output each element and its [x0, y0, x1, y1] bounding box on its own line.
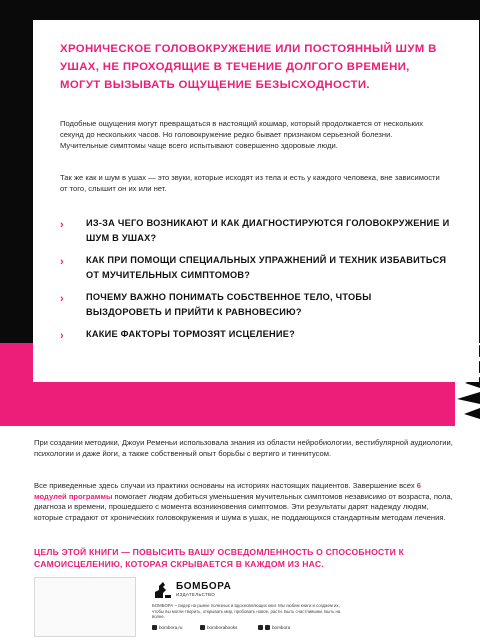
instagram-icon	[200, 625, 205, 630]
chevron-right-icon: ›	[60, 330, 64, 342]
results-text-start: Все приведенные здесь случаи из практики основаны на историях настоящих пациентов. Завершение всех	[34, 481, 417, 490]
publisher-logo	[152, 579, 272, 601]
list-item	[60, 216, 450, 246]
publisher-subtitle: ИЗДАТЕЛЬСТВО	[176, 592, 216, 597]
list-item	[60, 290, 450, 320]
chevron-right-icon: ›	[60, 293, 64, 305]
results-text-end: помогает людям добиться уменьшения мучительных симптомов независимо от возраста, пола, диагноза и времени, прошедшего с момента возникновения симптомов. Эти результаты дарят надежду людям, которые страдают от хронических головокружения и шума в ушах, не поддающихся стандартным методам лечения.	[34, 491, 453, 522]
barcode-placeholder	[34, 577, 136, 637]
website-link[interactable]	[152, 625, 183, 630]
website-link-text: bombora.ru	[159, 625, 183, 630]
method-paragraph: При создании методики, Джоуи Ременьи использовала знания из области нейробиологии, вестибулярной аудиологии, психологии и даже йоги, а также собственный опыт борьбы с вертиго и тиннитусом.	[34, 438, 453, 458]
tinnitus-paragraph: Так же как и шум в ушах — это звуки, которые исходят из тела и есть у каждого человека, вне зависимости от того, слышит он их или нет.	[60, 173, 440, 193]
results-paragraph	[34, 481, 454, 523]
social-link[interactable]	[200, 625, 237, 630]
chevron-right-icon: ›	[60, 219, 64, 231]
list-item	[60, 327, 450, 342]
intro-paragraph: Подобные ощущения могут превращаться в настоящий кошмар, который продолжается от нескольких секунд до нескольких часов. Но головокружение редко бывает признаком серьезной болезни. Мучительные симптомы чаще всего испытывают совершенно здоровые люди.	[60, 119, 424, 150]
telegram-icon	[265, 625, 270, 630]
question-text: ПОЧЕМУ ВАЖНО ПОНИМАТЬ СОБСТВЕННОЕ ТЕЛО, ЧТОБЫ ВЫЗДОРОВЕТЬ И ПРИЙТИ К РАВНОВЕСИЮ?	[86, 292, 372, 317]
question-text: КАКИЕ ФАКТОРЫ ТОРМОЗЯТ ИСЦЕЛЕНИЕ?	[86, 329, 295, 339]
social-link-text: bomborabooks	[207, 625, 238, 630]
chevron-right-icon: ›	[60, 256, 64, 268]
social-link-2[interactable]	[258, 625, 290, 630]
vk-icon	[258, 625, 263, 630]
question-text: КАК ПРИ ПОМОЩИ СПЕЦИАЛЬНЫХ УПРАЖНЕНИЙ И ТЕХНИК ИЗБАВИТЬСЯ ОТ МУЧИТЕЛЬНЫХ СИМПТОМОВ?	[86, 255, 447, 280]
headline: ХРОНИЧЕСКОЕ ГОЛОВОКРУЖЕНИЕ ИЛИ ПОСТОЯННЫЙ ШУМ В УШАХ, НЕ ПРОХОДЯЩИЕ В ТЕЧЕНИЕ ДОЛГОГО ВРЕМЕНИ, МОГУТ ВЫЗЫВАТЬ ОЩУЩЕНИЕ БЕЗЫСХОДНОСТИ.	[60, 43, 437, 91]
publisher-links	[152, 625, 402, 633]
modules-highlight: 6 модулей программы	[34, 481, 422, 501]
book-goal: ЦЕЛЬ ЭТОЙ КНИГИ — ПОВЫСИТЬ ВАШУ ОСВЕДОМЛЕННОСТЬ О СПОСОБНОСТИ К САМОИСЦЕЛЕНИЮ, КОТОРАЯ СКРЫВАЕТСЯ В КАЖДОМ ИЗ НАС.	[34, 547, 405, 569]
bomb-logo-icon	[152, 579, 174, 601]
publisher-block	[152, 579, 402, 639]
list-item	[60, 253, 450, 283]
globe-icon	[152, 625, 157, 630]
question-text: ИЗ-ЗА ЧЕГО ВОЗНИКАЮТ И КАК ДИАГНОСТИРУЮТСЯ ГОЛОВОКРУЖЕНИЕ И ШУМ В УШАХ?	[86, 218, 450, 243]
publisher-description: БОМБОРА – лидер на рынке полезных и вдохновляющих книг. Мы любим книги и создаем их, чтобы вы могли творить, открывать мир, пробовать новое, расти. Быть счастливыми. Быть на волне.	[152, 603, 341, 620]
questions-list	[60, 216, 450, 349]
social-link-2-text: bombora	[272, 625, 291, 630]
publisher-name: БОМБОРА	[176, 581, 232, 592]
